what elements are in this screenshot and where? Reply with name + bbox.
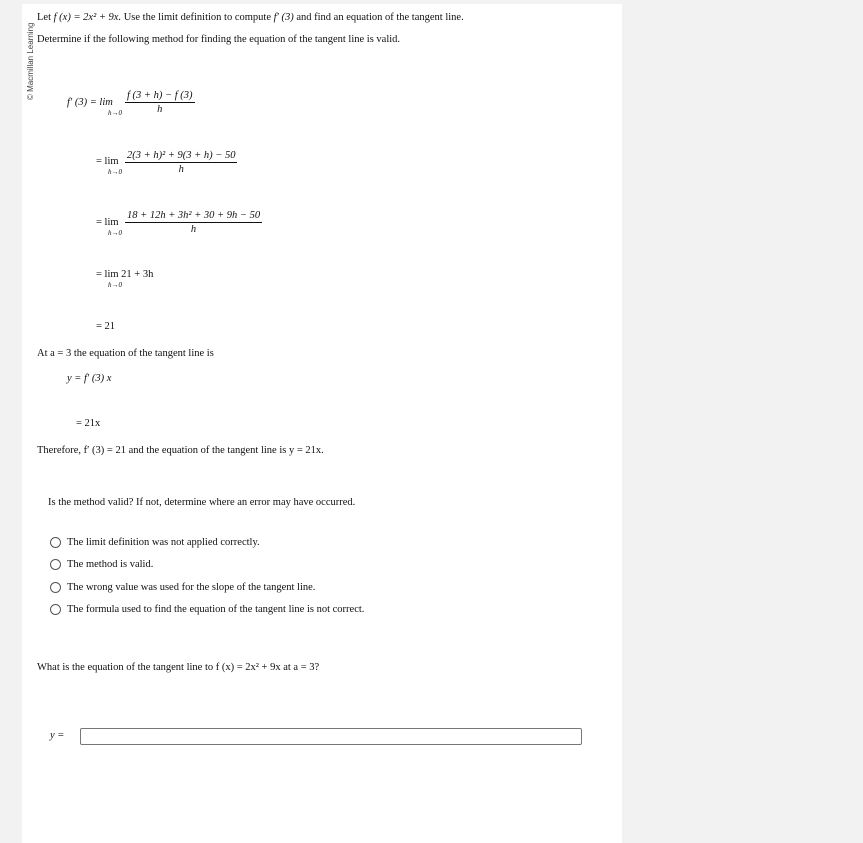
content-panel bbox=[22, 4, 622, 843]
tangent-eq2: = 21x bbox=[76, 418, 101, 429]
step2-lim-sub: h→0 bbox=[108, 168, 122, 176]
radio-button[interactable] bbox=[50, 537, 61, 548]
problem-prompt bbox=[37, 12, 464, 23]
option-label: The method is valid. bbox=[67, 558, 154, 570]
step3-fraction bbox=[125, 210, 262, 235]
step4-lim-sub: h→0 bbox=[108, 281, 122, 289]
question1-text: Is the method valid? If not, determine where an error may have occurred. bbox=[48, 497, 356, 508]
step3-numerator: 18 + 12h + 3h² + 30 + 9h − 50 bbox=[127, 210, 261, 221]
option-limit-definition[interactable] bbox=[50, 535, 260, 549]
step4: = lim 21 + 3h bbox=[96, 269, 154, 280]
step2-lhs: = lim bbox=[96, 156, 119, 167]
prompt-middle: Use the limit definition to compute bbox=[121, 12, 274, 23]
prompt-suffix: and find an equation of the tangent line. bbox=[293, 12, 464, 23]
question2-text: What is the equation of the tangent line to f (x) = 2x² + 9x at a = 3? bbox=[37, 662, 320, 673]
step1-denominator: h bbox=[157, 104, 163, 115]
option-method-valid[interactable] bbox=[50, 557, 153, 571]
step1-numerator: f (3 + h) − f (3) bbox=[127, 90, 193, 101]
step3-denominator: h bbox=[190, 224, 197, 235]
tangent-eq1: y = f′ (3) x bbox=[67, 373, 112, 384]
prompt-function: f (x) = 2x² + 9x. bbox=[53, 12, 122, 23]
tangent-equation-input[interactable] bbox=[80, 728, 582, 745]
step2-fraction bbox=[125, 150, 237, 175]
step2-denominator: h bbox=[178, 164, 184, 175]
problem-instruction: Determine if the following method for finding the equation of the tangent line is valid. bbox=[37, 34, 401, 45]
radio-button[interactable] bbox=[50, 604, 61, 615]
prompt-prefix: Let bbox=[37, 12, 54, 23]
step1-lim-sub: h→0 bbox=[108, 109, 122, 117]
prompt-derivative: f′ (3) bbox=[273, 12, 294, 23]
step1-fraction bbox=[125, 90, 195, 115]
option-label: The wrong value was used for the slope of the tangent line. bbox=[67, 581, 316, 593]
step5: = 21 bbox=[96, 321, 116, 332]
watermark: © Macmillan Learning bbox=[26, 22, 35, 100]
step1-lhs: f′ (3) = lim bbox=[67, 97, 113, 108]
step3-lhs: = lim bbox=[96, 217, 119, 228]
answer-label: y = bbox=[50, 730, 65, 741]
step3-lim-sub: h→0 bbox=[108, 229, 122, 237]
step2-numerator: 2(3 + h)² + 9(3 + h) − 50 bbox=[127, 150, 236, 161]
radio-button[interactable] bbox=[50, 559, 61, 570]
radio-button[interactable] bbox=[50, 582, 61, 593]
option-wrong-slope[interactable] bbox=[50, 580, 315, 594]
option-wrong-formula[interactable] bbox=[50, 602, 364, 616]
option-label: The formula used to find the equation of the tangent line is not correct. bbox=[67, 603, 365, 615]
tangent-intro: At a = 3 the equation of the tangent line is bbox=[37, 348, 214, 359]
conclusion: Therefore, f′ (3) = 21 and the equation of the tangent line is y = 21x. bbox=[37, 445, 324, 456]
option-label: The limit definition was not applied correctly. bbox=[67, 536, 260, 548]
